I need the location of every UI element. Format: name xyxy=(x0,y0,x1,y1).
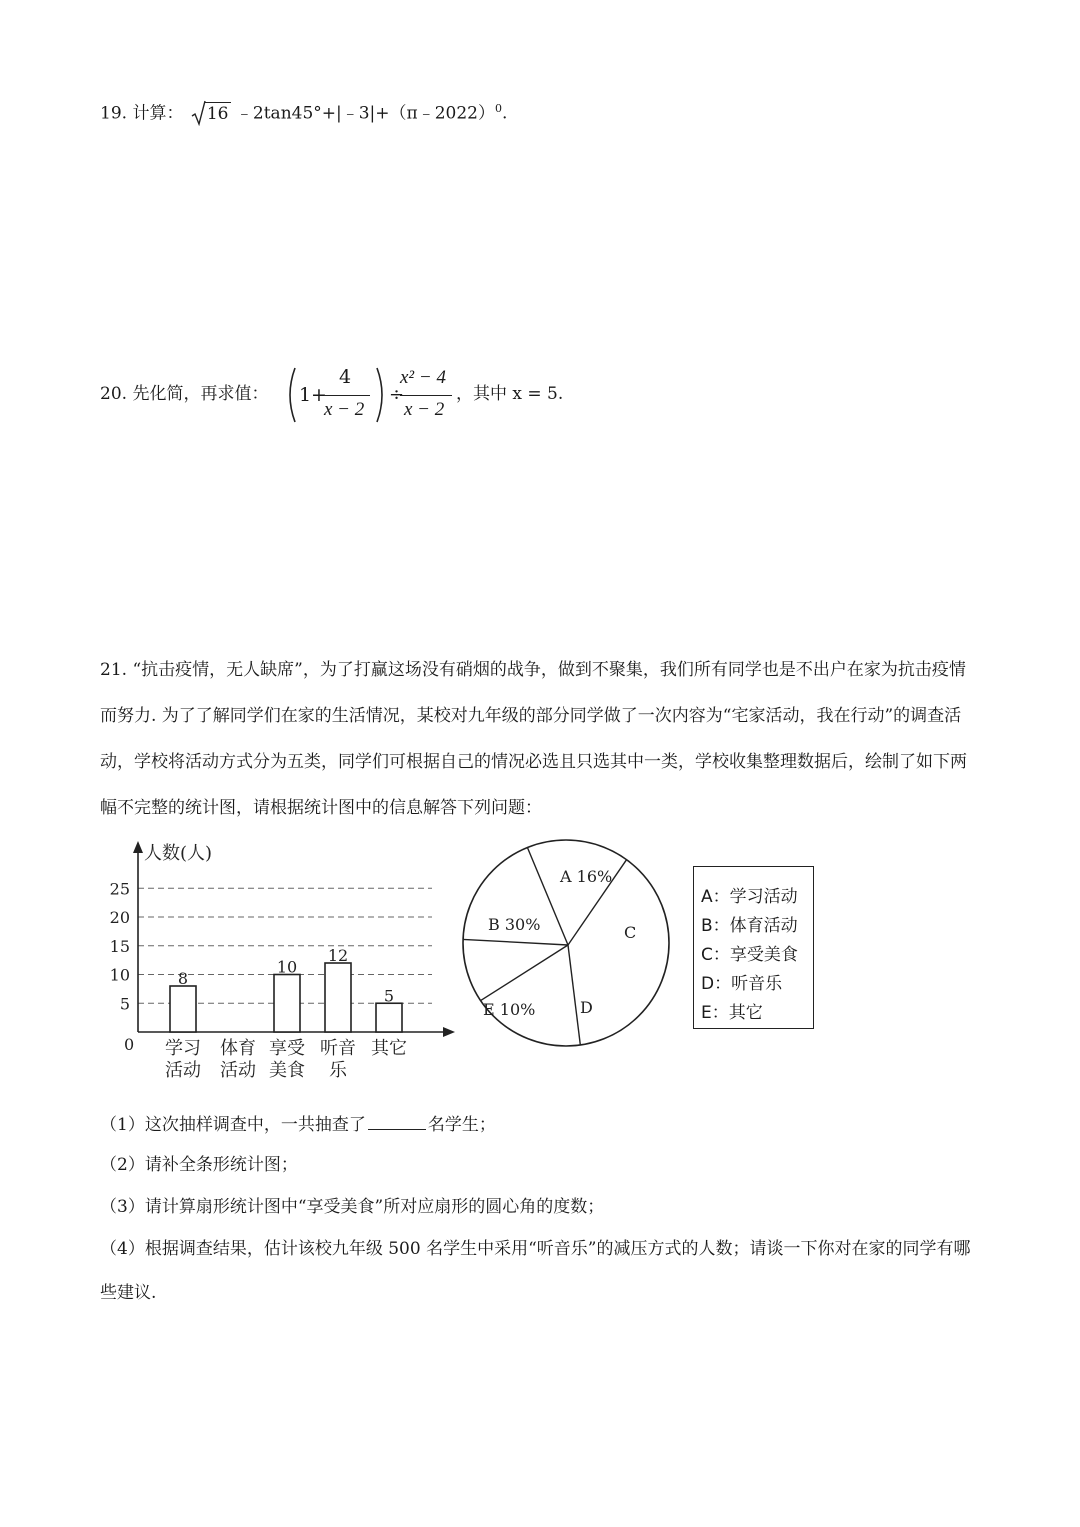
y-axis-label: 人数(人) xyxy=(144,843,213,864)
bar xyxy=(274,975,300,1033)
bar xyxy=(170,986,196,1032)
right-paren xyxy=(374,366,388,424)
pie-slice-label: E 10% xyxy=(483,1000,536,1019)
bar-value-label: 10 xyxy=(276,957,298,977)
question-19 xyxy=(100,103,507,123)
x-category-label: 体育 xyxy=(220,1038,256,1059)
bar-chart xyxy=(110,835,470,1085)
sub1-after: 名学生； xyxy=(427,1115,496,1135)
q20-tail: ，其中 x = 5. xyxy=(456,384,564,404)
y-tick-label: 5 xyxy=(119,994,130,1014)
sub-question-4: （4）根据调查结果，估计该校九年级 500 名学生中采用“听音乐”的减压方式的人数；请谈一下你对在家的同学有哪些建议. xyxy=(100,1239,971,1303)
sqrt-sign xyxy=(191,100,207,126)
origin-label: 0 xyxy=(124,1035,135,1054)
left-paren xyxy=(284,366,298,424)
y-axis-arrow xyxy=(133,841,143,853)
pie-slice-label: D xyxy=(580,998,593,1017)
y-tick-label: 20 xyxy=(110,908,130,927)
q19-rest: ﹣2tan45°+|﹣3|+（π﹣2022） xyxy=(235,103,495,124)
q20-label: 20. 先化简，再求值： xyxy=(100,384,269,404)
legend-item: D：听音乐 xyxy=(701,974,783,994)
pie-legend xyxy=(693,866,814,1029)
pie-chart xyxy=(458,835,678,1055)
x-category-label: 活动 xyxy=(165,1060,201,1081)
y-tick-label: 15 xyxy=(110,936,130,956)
legend-item: B：体育活动 xyxy=(701,916,798,936)
sqrt-arg: 16 xyxy=(206,103,229,124)
bar-value-label: 5 xyxy=(383,986,395,1006)
sqrt-expression xyxy=(191,103,231,124)
sub-question-2: （2）请补全条形统计图； xyxy=(100,1155,298,1175)
frac1-numerator: 4 xyxy=(339,366,352,388)
x-category-label: 乐 xyxy=(329,1060,347,1081)
frac1-bar xyxy=(324,395,370,396)
pie-slice-label: C xyxy=(624,923,637,942)
y-tick-label: 10 xyxy=(110,965,130,985)
legend-item: C：享受美食 xyxy=(701,945,798,965)
x-category-label: 美食 xyxy=(269,1060,305,1081)
x-category-label: 活动 xyxy=(220,1060,256,1081)
legend-item: E：其它 xyxy=(701,1003,763,1023)
answer-blank xyxy=(368,1115,426,1130)
frac2-denominator: x − 2 xyxy=(404,399,445,420)
bar-value-label: 8 xyxy=(177,969,189,988)
q19-end: . xyxy=(501,103,508,124)
bar-value-label: 12 xyxy=(327,946,349,965)
frac2-bar xyxy=(400,395,452,396)
x-axis-arrow xyxy=(443,1027,455,1037)
sub-question-1 xyxy=(100,1115,496,1134)
bar xyxy=(376,1003,402,1032)
question-21-intro: 21. “抗击疫情，无人缺席”，为了打赢这场没有硝烟的战争，做到不聚集，我们所有同学也是不出户在家为抗击疫情而努力. 为了了解同学们在家的生活情况，某校对九年级的部分同学做了一次内容为“宅家活动，我在行动”的调查活动，学校将活动方式分为五类，同学们可根据自己的情况必选且只选其中一类，学校收集整理数据后，绘制了如下两幅不完整的统计图，请根据统计图中的信息解答下列问题： xyxy=(100,660,967,818)
q20-div: ÷ xyxy=(389,384,405,405)
q19-label: 19. 计算： xyxy=(100,103,184,124)
sub1-before: （1）这次抽样调查中，一共抽查了 xyxy=(100,1115,366,1135)
legend-item: A：学习活动 xyxy=(701,887,798,907)
y-tick-label: 25 xyxy=(110,879,130,899)
bar xyxy=(325,963,351,1032)
pie-slice-label: B 30% xyxy=(488,915,541,934)
question-20 xyxy=(100,366,800,426)
x-category-label: 享受 xyxy=(269,1038,305,1059)
pie-slice-label: A 16% xyxy=(560,867,613,886)
q20-plus: + xyxy=(311,384,327,406)
x-category-label: 其它 xyxy=(371,1038,407,1059)
frac2-numerator: x² − 4 xyxy=(400,367,446,388)
x-category-label: 学习 xyxy=(165,1038,201,1059)
x-category-label: 听音 xyxy=(320,1038,356,1059)
q20-one: 1 xyxy=(299,384,312,406)
sub-question-3: （3）请计算扇形统计图中“享受美食”所对应扇形的圆心角的度数； xyxy=(100,1197,605,1217)
frac1-denominator: x − 2 xyxy=(324,399,365,420)
q19-power: 0 xyxy=(494,102,502,115)
